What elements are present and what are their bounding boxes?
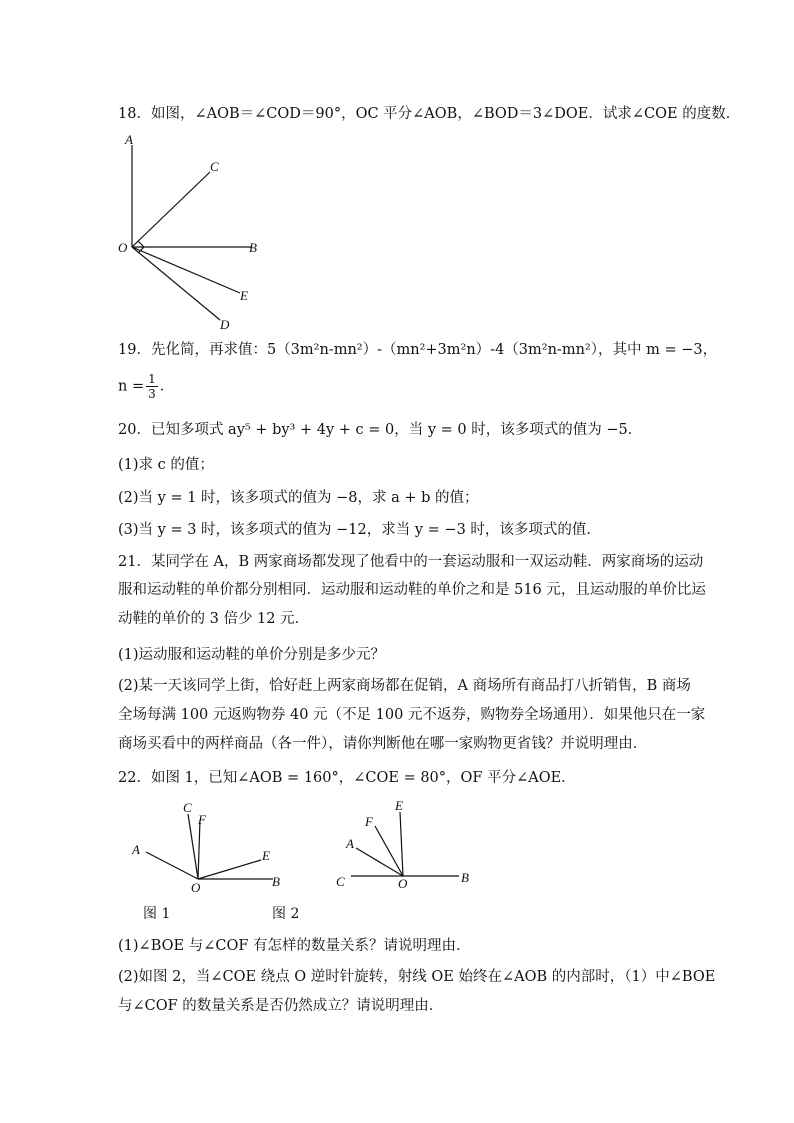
ray-oc (132, 172, 210, 247)
q22-part2-b: 与∠COF 的数量关系是否仍然成立？请说明理由． (118, 998, 444, 1014)
q21-part1: (1)运动服和运动鞋的单价分别是多少元？ (118, 647, 386, 663)
q22-part2-a: (2)如图 2，当∠COE 绕点 O 逆时针旋转，射线 OE 始终在∠AOB 的内部时，（1）中∠BOE (118, 969, 716, 985)
svg-text:E: E (262, 848, 270, 863)
q20-part2: (2)当 y = 1 时，该多项式的值为 −8，求 a + b 的值； (118, 490, 479, 506)
svg-text:F: F (198, 812, 206, 827)
q22-stem: 22．如图 1，已知∠AOB = 160°，∠COE = 80°，OF 平分∠AOE． (118, 770, 576, 786)
svg-text:A: A (132, 842, 140, 857)
q19-line1: 19．先化简，再求值：5（3m²n-mn²）-（mn²+3m²n）-4（3m²n-mn²），其中 m = −3， (118, 342, 718, 358)
svg-text:E: E (395, 798, 403, 813)
q20-stem: 20．已知多项式 ay⁵ + by³ + 4y + c = 0，当 y = 0 时，该多项式的值为 −5． (118, 422, 643, 438)
q21-part2-c: 商场买看中的两样商品（各一件），请你判断他在哪一家购物更省钱？并说明理由． (118, 736, 648, 752)
q22-part1: (1)∠BOE 与∠COF 有怎样的数量关系？请说明理由． (118, 938, 471, 954)
q22-figure-2 (333, 796, 483, 896)
q18-text: 18．如图，∠AOB＝∠COD＝90°，OC 平分∠AOB，∠BOD＝3∠DOE．试求∠COE 的度数． (118, 106, 741, 122)
svg-text:B: B (461, 870, 469, 885)
svg-text:C: C (183, 800, 192, 815)
q19-line2: n = $\frac{1}{3}$ ． (118, 372, 175, 401)
q20-part3: (3)当 y = 3 时，该多项式的值为 −12，求当 y = −3 时，该多项式的值． (118, 522, 601, 538)
svg-text:A: A (346, 836, 354, 851)
q18-figure (110, 130, 280, 335)
svg-text:O: O (191, 880, 201, 895)
ray-oe (132, 247, 240, 293)
q22-figure-1-caption: 图 1 (143, 906, 171, 922)
svg-text:C: C (336, 874, 345, 889)
q22-figure-1 (128, 800, 298, 895)
q21-line2: 服和运动鞋的单价都分别相同．运动服和运动鞋的单价之和是 516 元，且运动服的单价比运 (118, 582, 706, 598)
label-a: A (125, 132, 133, 147)
q21-part2-b: 全场每满 100 元返购物券 40 元（不足 100 元不返券，购物券全场通用）．如果他只在一家 (118, 707, 706, 723)
svg-text:B: B (272, 874, 280, 889)
q22-figure-2-caption: 图 2 (272, 906, 300, 922)
q19-n-prefix: n = (118, 378, 145, 395)
ray-od (132, 247, 220, 320)
label-c: C (210, 159, 219, 174)
svg-text:F: F (365, 814, 373, 829)
q20-part1: (1)求 c 的值； (118, 457, 214, 473)
q21-line1: 21．某同学在 A，B 两家商场都发现了他看中的一套运动服和一双运动鞋．两家商场的运动 (118, 554, 704, 570)
label-b: B (249, 240, 257, 255)
label-o: O (118, 240, 128, 255)
q21-line3: 动鞋的单价的 3 倍少 12 元． (118, 611, 310, 627)
svg-text:O: O (398, 876, 408, 891)
q21-part2-a: (2)某一天该同学上街，恰好赶上两家商场都在促销，A 商场所有商品打八折销售，B 商场 (118, 678, 691, 694)
label-d: D (220, 317, 230, 332)
label-e: E (240, 288, 248, 303)
q19-fraction: $\frac{1}{3}$ (148, 372, 156, 401)
